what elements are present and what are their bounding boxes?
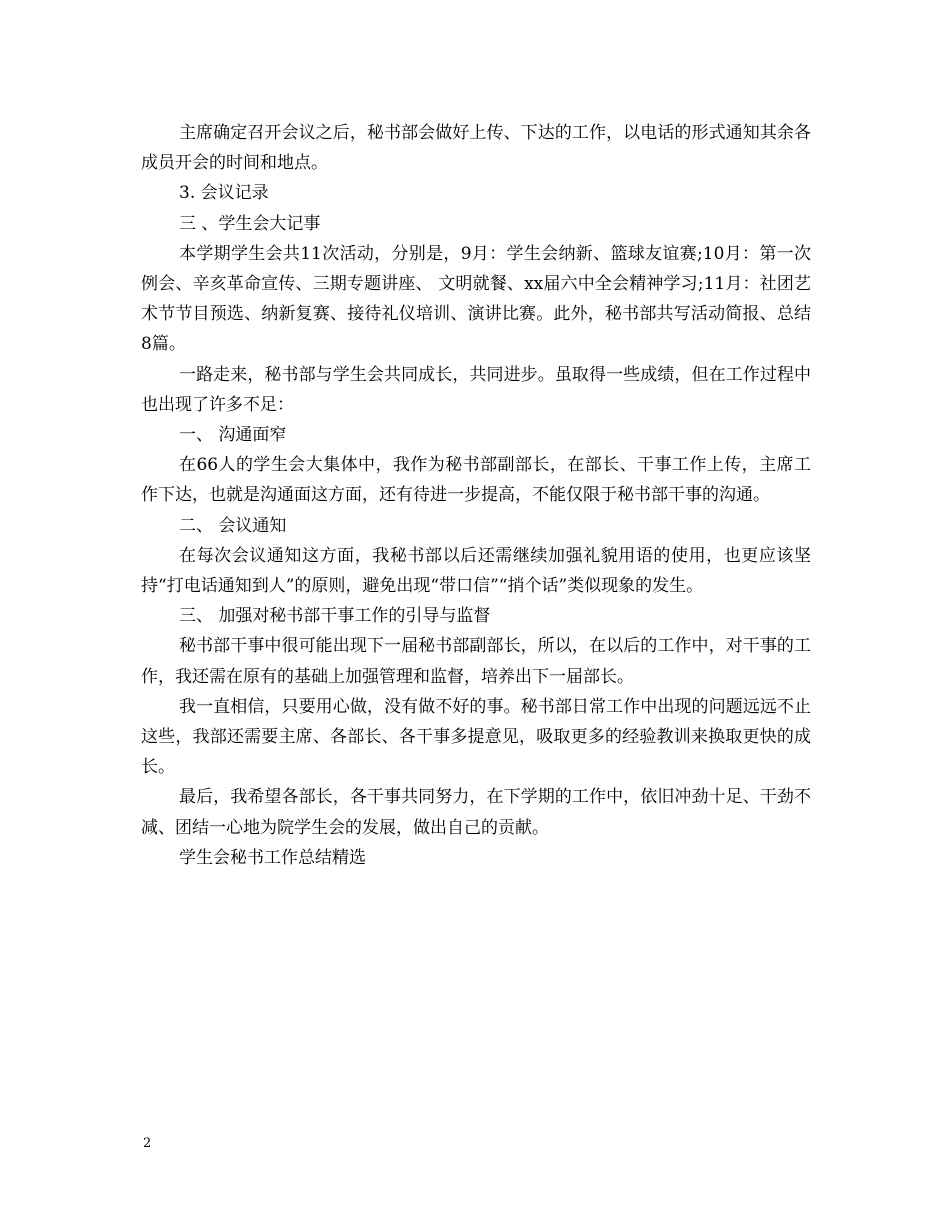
paragraph: 在66人的学生会大集体中，我作为秘书部副部长，在部长、干事工作上传，主席工作下达，也就是沟通面这方面，还有待进一步提高，不能仅限于秘书部干事的沟通。	[141, 455, 811, 506]
paragraph: 秘书部干事中很可能出现下一届秘书部副部长，所以，在以后的工作中，对干事的工作，我还需在原有的基础上加强管理和监督，培养出下一届部长。	[141, 636, 811, 687]
page-number: 2	[143, 1136, 152, 1151]
list-heading-meeting-minutes: 3. 会议记录	[179, 183, 269, 204]
paragraph: 主席确定召开会议之后，秘书部会做好上传、下达的工作，以电话的形式通知其余各成员开会的时间和地点。	[141, 123, 811, 174]
paragraph: 我一直相信，只要用心做，没有做不好的事。秘书部日常工作中出现的问题远远不止这些，我部还需要主席、各部长、各干事多提意见，吸取更多的经验教训来换取更快的成长。	[141, 696, 811, 778]
document-body	[141, 118, 811, 873]
paragraph: 一路走来，秘书部与学生会共同成长，共同进步。虽取得一些成绩，但在工作过程中也出现了许多不足：	[141, 364, 811, 415]
paragraph: 本学期学生会共11次活动，分别是，9月：学生会纳新、篮球友谊赛;10月：第一次例会、辛亥革命宣传、三期专题讲座、 文明就餐、xx届六中全会精神学习;11月：社团艺术节节目预选、纳新复赛、接待礼仪培训、演讲比赛。此外，秘书部共写活动简报、总结8篇。	[141, 243, 811, 355]
subheading-supervision: 三、 加强对秘书部干事工作的引导与监督	[179, 606, 491, 627]
subheading-meeting-notice: 二、 会议通知	[179, 515, 287, 536]
section-heading-major-events: 三 、学生会大记事	[179, 213, 321, 234]
paragraph: 最后，我希望各部长，各干事共同努力，在下学期的工作中，依旧冲劲十足、干劲不减、团结一心地为院学生会的发展，做出自己的贡献。	[141, 787, 811, 838]
paragraph: 在每次会议通知这方面，我秘书部以后还需继续加强礼貌用语的使用，也更应该坚持“打电话通知到人”的原则，避免出现“带口信”“捎个话”类似现象的发生。	[141, 545, 811, 597]
closing-title: 学生会秘书工作总结精选	[179, 847, 366, 868]
subheading-communication: 一、 沟通面窄	[179, 425, 287, 446]
